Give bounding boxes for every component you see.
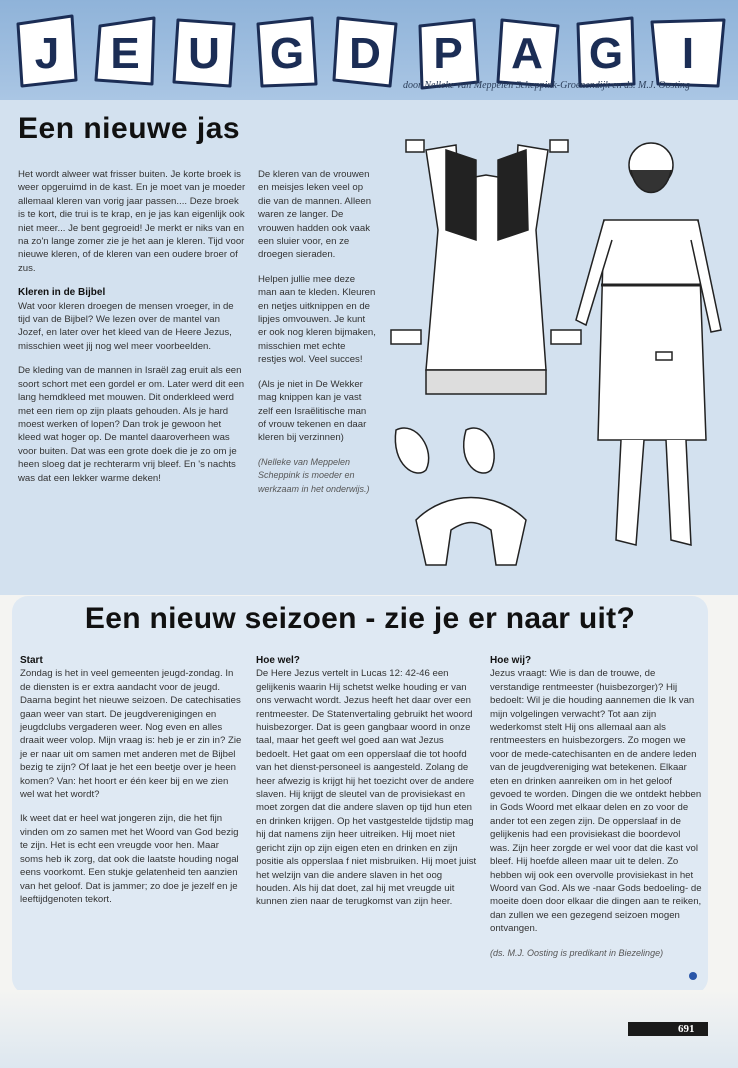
svg-text:A: A (511, 29, 543, 78)
svg-text:G: G (269, 29, 305, 78)
paragraph: Jezus vraagt: Wie is dan de trouwe, de verstandige rentmeester (huisbezorger)? Hij bedoelt: Wil je die houding aannemen die Ik van mijn volgelingen verwacht? Tot aan zijn wederkomst stelt Hij ons allemaal aan als rentmeesters en huisbezorgers. Zo mogen we voor de mede-catechisanten en de andere leden van de jeugdvereniging wat betekenen. Elkaar eten en drinken aanreiken om in het geloof gevoed te worden. Dingen die we ontdekt hebben in Gods Woord met elkaar delen en zo voor de ander tot een zegen zijn. De opperslaaf in de gelijkenis had een provisiekast die boordevol was. Zijn heer zorgde er wel voor dat die kast vol bleef. Hij hoefde alleen maar uit te delen. Zo hebben wij ook een overvolle provisiekast in het Woord van God. Als we -naar Gods bedoeling- de moeite doen door elkaar die dingen aan te reiken, dan zullen we een gezegend seizoen mogen ontvangen. (490, 668, 702, 935)
svg-text:D: D (349, 29, 381, 78)
paragraph: Zondag is het in veel gemeenten jeugd-zondag. In de diensten is er extra aandacht voor de jeugd. Daarna begint het nieuwe seizoen. De catechisaties gaan weer van start. De jeugdverenigingen en jeugdclubs vergaderen weer. Nog even en alles draait weer volop. Mijn vraag is: heb je er zin in? Zie je er naar uit om samen met anderen met de Bijbel bezig te zijn? Of laat je het een beetje over je heen komen? Van: het hoort er één keer bij en we zien wel wat het wordt? (20, 668, 242, 801)
author-note: (Nelleke van Meppelen Scheppink is moeder en werkzaam in het onderwijs.) (258, 456, 370, 494)
paragraph: De Here Jezus vertelt in Lucas 12: 42-46 een gelijkenis waarin Hij schetst welke houding er van ons verwacht wordt. Jezus heeft het daar over een rentmeester. De Statenvertaling gebruikt het woord huisbezorger. Dat is geen gangbaar woord in onze taal, maar het geeft wel goed aan wat Jezus bedoelt. Het gaat om een opperslaaf die tot hoofd van het dienst-personeel is aangesteld. Zolang de heer afwezig is krijgt hij het toezicht over de andere slaven. Hij krijgt de sleutel van de provisiekast en moet zorgen dat die andere slaven op tijd hun eten en drinken krijgen. Op het vastgestelde tijdstip mag hij dat namens zijn heer uitreiken. Hij moet niet gericht zijn op zijn eigen eten en drinken en zijn positie als opperslaa f niet misbruiken. Hij moet juist het welzijn van die andere slaven in het oog houden. Als hij dat doet, zal hij met vreugde uit kunnen zien naar de terugkomst van zijn heer. (256, 668, 477, 908)
section-heading: Kleren in de Bijbel (18, 287, 106, 299)
svg-text:U: U (188, 29, 220, 78)
section-heading: Start (20, 655, 43, 666)
end-bullet-icon (689, 972, 697, 980)
article-title: Een nieuwe jas (18, 112, 241, 145)
footer-bar (628, 1022, 708, 1036)
paragraph: Ik weet dat er heel wat jongeren zijn, die het fijn vinden om zo samen met het Woord van God bezig te zijn. Het is echt een vreugde voor hen. Maar soms heb ik zorg, dat ook die laatste houding nogal eens voorkomt. Een stukje gelatenheid ten aanzien van het geloof. Dat is jammer; zo doe je jezelf en je leeftijdgenoten tekort. (20, 813, 239, 905)
section-heading: Hoe wel? (256, 655, 300, 666)
article2-column-3 (490, 654, 702, 971)
article-title: Een nieuw seizoen - zie je er naar uit? (84, 602, 636, 635)
svg-text:G: G (588, 29, 624, 78)
paragraph: Helpen jullie mee deze man aan te kleden. Kleuren en netjes uitknippen en de lipjes omvouwen. Je kunt er ook nog kleren bijmaken, misschien met echte restjes wol. Veel succes! (258, 273, 376, 366)
svg-text:E: E (110, 29, 140, 78)
paper-doll-illustration (386, 120, 726, 580)
paragraph: De kleren van de vrouwen en meisjes leken veel op die van de mannen. Alleen waren ze langer. De vrouwen hadden ook vaak een sluier voor, en ze droegen sieraden. (258, 169, 372, 261)
article1-column-2 (258, 168, 376, 507)
banner-title-logo (12, 14, 730, 90)
section-heading: Hoe wij? (490, 655, 532, 666)
author-note: (ds. M.J. Oosting is predikant in Biezelinge) (490, 947, 664, 958)
article1-column-1 (18, 168, 246, 496)
paragraph: De kleding van de mannen in Israël zag eruit als een soort schort met een gordel er om. Later werd dit een lang hemdkleed met mouwen. Dit onderkleed werd met een riem op zijn plaats gehouden. Als je hard moest werken of lopen? Dan trok je gewoon het kleed wat hoger op. De mantel daaroverheen was voor buiten. Dat was een grote doek die je zo om je heen sloeg dat je rechterarm vrij bleef. En 's nachts was dat een lekker warme deken! (18, 365, 245, 484)
article2-column-1 (20, 654, 242, 917)
svg-text:J: J (34, 29, 60, 78)
paragraph: Het wordt alweer wat frisser buiten. Je korte broek is weer opgeruimd in de kast. En je moet van je moeder allemaal kleren van vorig jaar passen.... Deze broek is te kort, die trui is te krap, en je jas kan eigenlijk ook niet meer... Je bent gegroeid! Je merkt er niks van en na zo'n lange zomer zie je het aan je kleren. Tijd voor nieuwe kleren, of de kleren van een oudere broer of zus. (18, 169, 246, 274)
byline: door Nelleke van Meppelen Scheppink-Groenendijk en ds. M.J. Oosting (402, 80, 690, 91)
svg-text:P: P (433, 29, 463, 78)
paragraph: Wat voor kleren droegen de mensen vroeger, in de tijd van de Bijbel? We lezen over de mantel van Jozef, en later over het kleed van de Heere Jezus, misschien weet jij nog wel meer voorbeelden. (18, 300, 234, 352)
article2-column-2 (256, 654, 478, 920)
page-number: 691 (678, 1023, 695, 1035)
paragraph: (Als je niet in De Wekker mag knippen kan je vast zelf een Israëlitische man of vrouw tekenen en daar kleren bij verzinnen) (258, 378, 367, 444)
svg-text:I: I (681, 29, 695, 78)
